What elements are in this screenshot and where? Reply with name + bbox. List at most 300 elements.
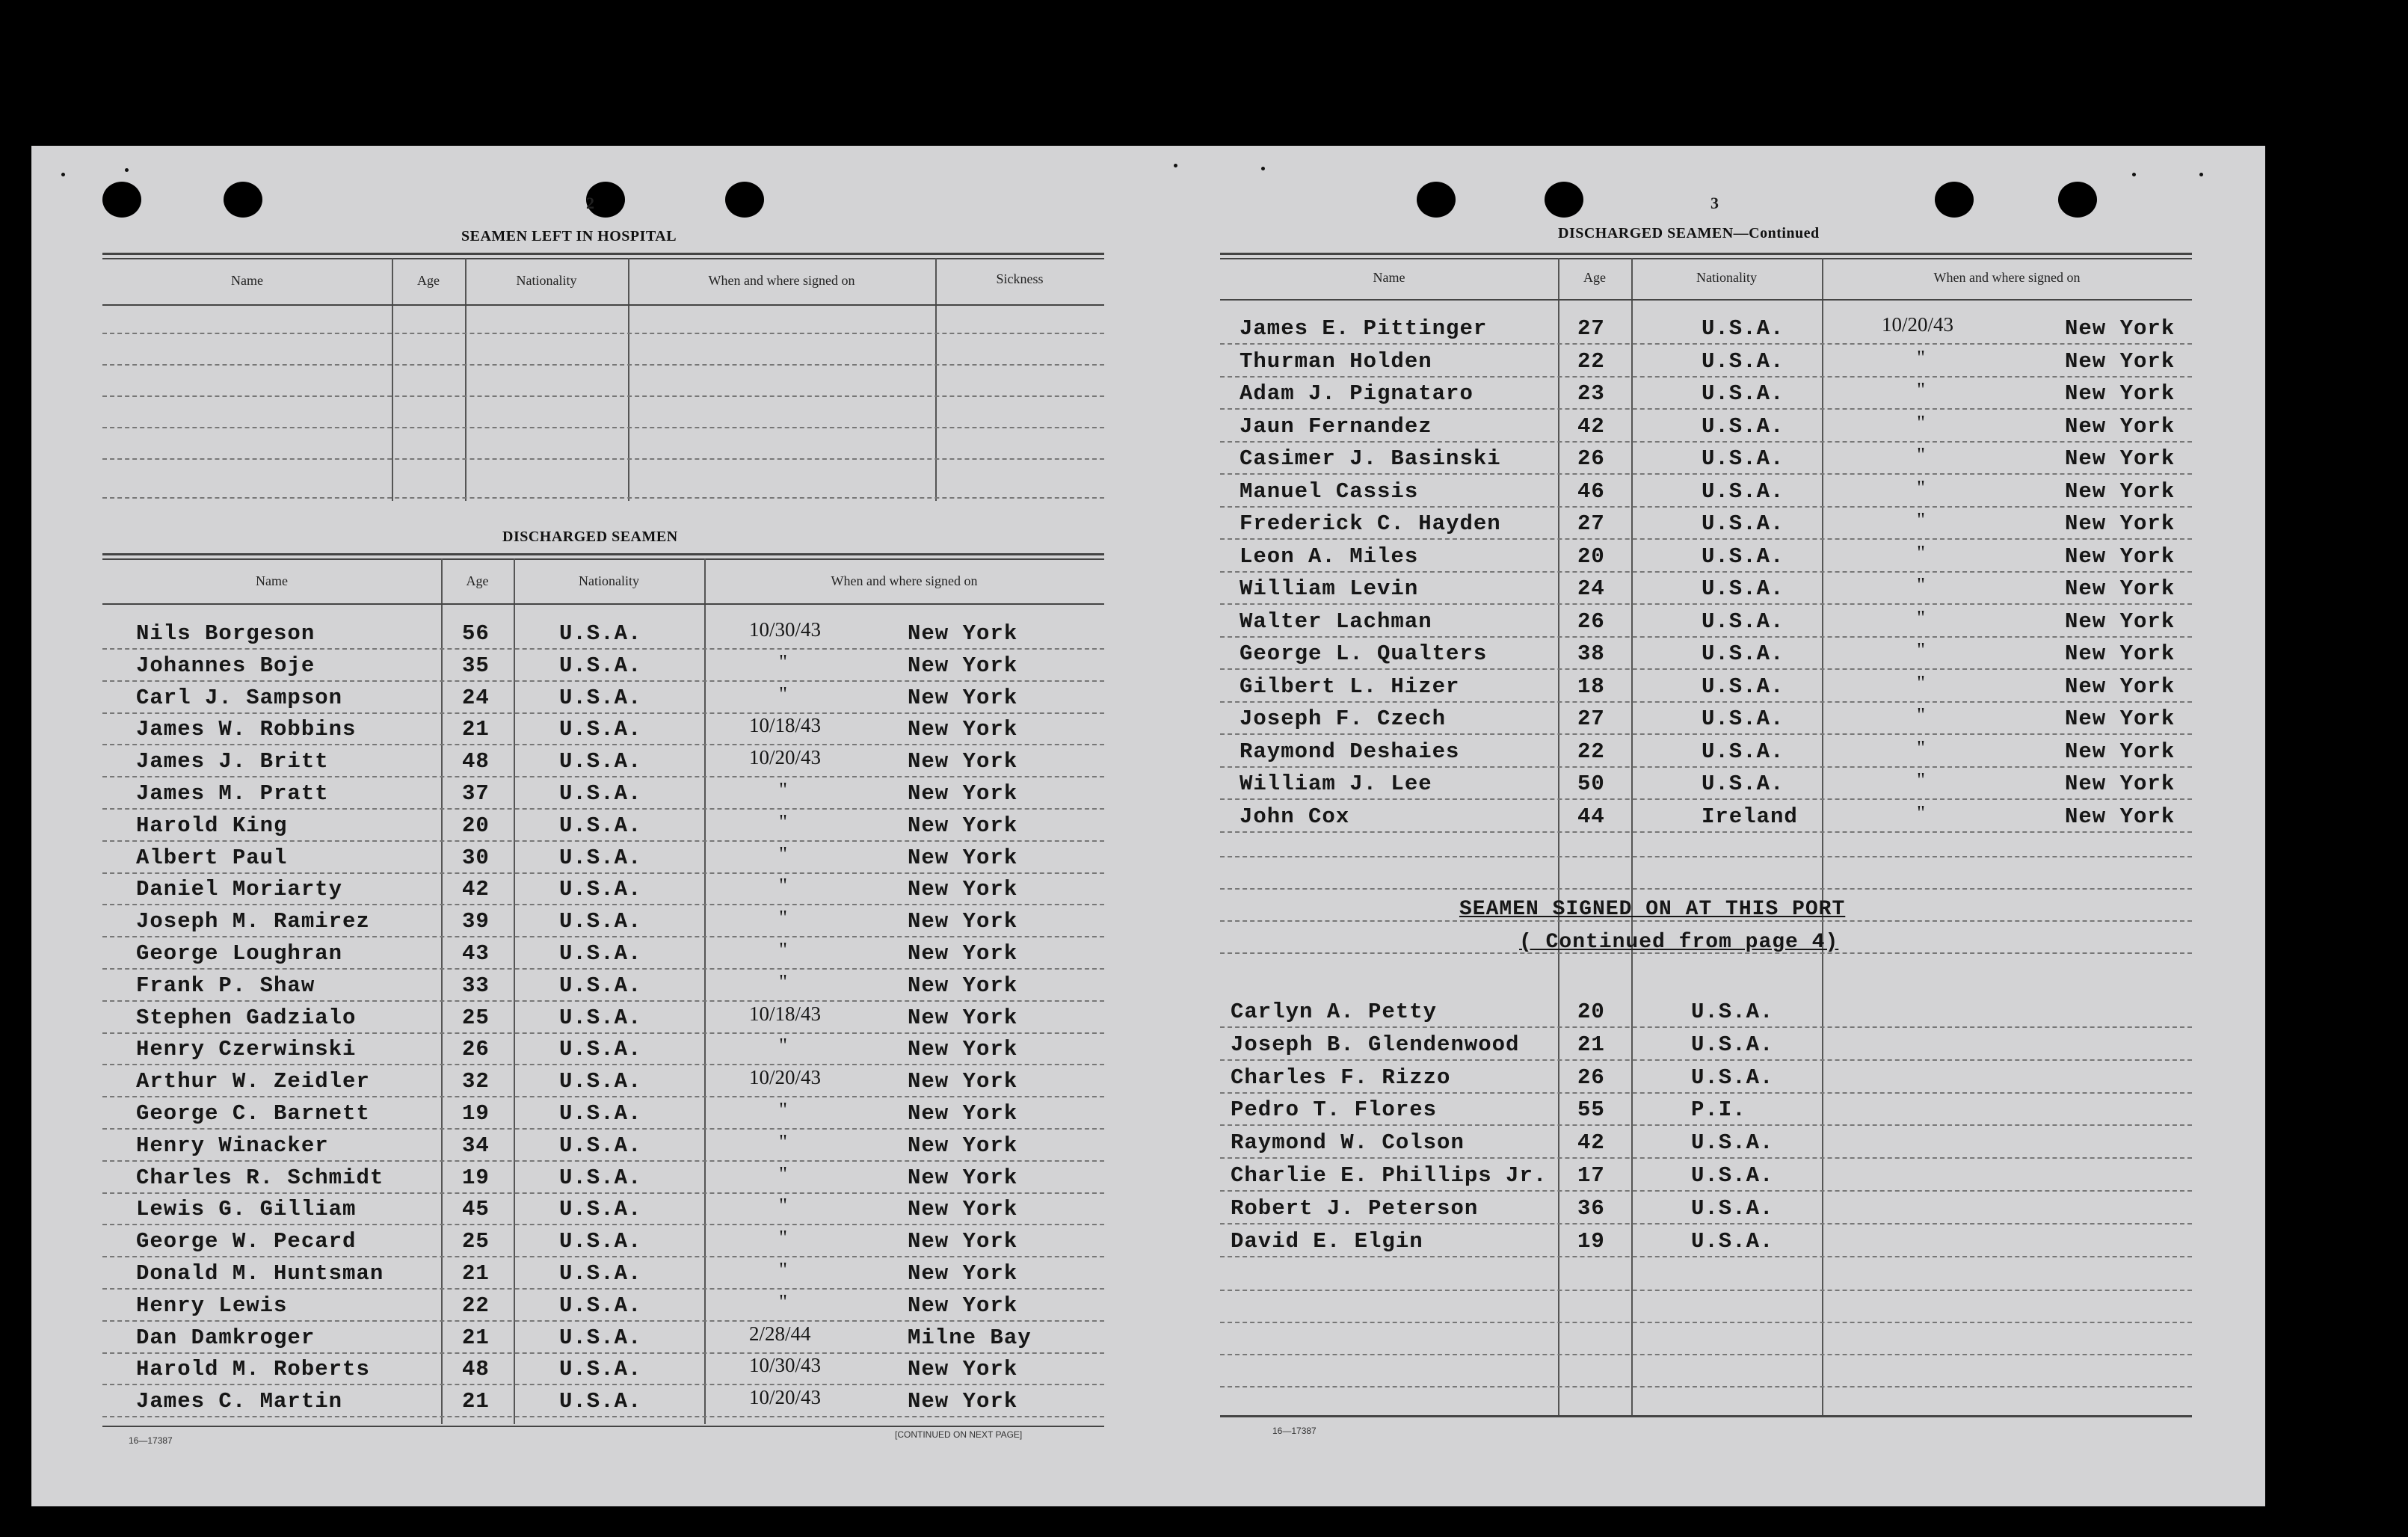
seaman-name: Lewis G. Gilliam bbox=[136, 1197, 357, 1222]
row-line bbox=[102, 1064, 1104, 1065]
seaman-name: Joseph M. Ramirez bbox=[136, 909, 370, 934]
seaman-name: Thurman Holden bbox=[1240, 348, 1432, 374]
row-line bbox=[102, 776, 1104, 777]
signed-on-date: " bbox=[779, 842, 788, 865]
signed-on-place: New York bbox=[908, 845, 1018, 870]
signed-on-section-title: SEAMEN SIGNED ON AT THIS PORT bbox=[1459, 898, 1846, 921]
seaman-age: 42 bbox=[1577, 413, 1605, 439]
seaman-name: Robert J. Peterson bbox=[1231, 1195, 1479, 1221]
seaman-name: Henry Czerwinski bbox=[136, 1037, 357, 1062]
seaman-age: 30 bbox=[462, 845, 490, 870]
seaman-age: 20 bbox=[1577, 999, 1605, 1024]
seaman-nationality: U.S.A. bbox=[1691, 999, 1774, 1024]
signed-on-date: " bbox=[779, 1034, 788, 1057]
seaman-name: Walter Lachman bbox=[1240, 609, 1432, 634]
rule bbox=[102, 1426, 1104, 1427]
right-page bbox=[1145, 146, 2265, 1506]
seaman-nationality: U.S.A. bbox=[1702, 381, 1785, 406]
signed-on-place: New York bbox=[908, 1197, 1018, 1222]
col-header-nationality: Nationality bbox=[579, 573, 639, 588]
row-line bbox=[1220, 1157, 2192, 1159]
rule bbox=[102, 253, 1104, 255]
col-header-name: Name bbox=[231, 273, 263, 288]
seaman-nationality: U.S.A. bbox=[559, 1229, 642, 1254]
seaman-name: Johannes Boje bbox=[136, 653, 315, 678]
seaman-age: 21 bbox=[462, 1261, 490, 1286]
signed-on-place: New York bbox=[908, 1357, 1018, 1382]
seaman-age: 34 bbox=[462, 1133, 490, 1158]
signed-on-place: New York bbox=[2065, 511, 2175, 536]
column-divider bbox=[935, 258, 937, 501]
seaman-nationality: U.S.A. bbox=[559, 1261, 642, 1286]
seaman-name: Daniel Moriarty bbox=[136, 877, 343, 902]
signed-on-date: " bbox=[779, 1258, 788, 1281]
row-line bbox=[1220, 1322, 2192, 1323]
seaman-age: 27 bbox=[1577, 706, 1605, 731]
seaman-nationality: U.S.A. bbox=[1691, 1163, 1774, 1188]
row-line bbox=[102, 904, 1104, 905]
seaman-name: Frederick C. Hayden bbox=[1240, 511, 1501, 536]
seaman-nationality: U.S.A. bbox=[559, 1069, 642, 1094]
rule bbox=[102, 603, 1104, 605]
signed-on-date: 2/28/44 bbox=[749, 1322, 811, 1345]
seaman-name: George Loughran bbox=[136, 941, 343, 966]
signed-on-date: " bbox=[1917, 801, 1926, 824]
row-line bbox=[1220, 408, 2192, 410]
seaman-nationality: U.S.A. bbox=[559, 621, 642, 646]
seaman-nationality: U.S.A. bbox=[1702, 478, 1785, 504]
seaman-nationality: U.S.A. bbox=[559, 685, 642, 710]
row-line bbox=[102, 1256, 1104, 1257]
seaman-age: 22 bbox=[462, 1293, 490, 1318]
form-number: 16—17387 bbox=[129, 1435, 173, 1446]
seaman-nationality: U.S.A. bbox=[559, 781, 642, 806]
discharged-title: DISCHARGED SEAMEN bbox=[502, 529, 678, 545]
seaman-nationality: U.S.A. bbox=[1702, 739, 1785, 764]
column-divider bbox=[441, 558, 443, 1424]
seaman-name: Stephen Gadzialo bbox=[136, 1005, 357, 1030]
seaman-nationality: U.S.A. bbox=[1702, 413, 1785, 439]
signed-on-place: New York bbox=[908, 1261, 1018, 1286]
row-line bbox=[1220, 1124, 2192, 1126]
seaman-name: Dan Damkroger bbox=[136, 1325, 315, 1350]
seaman-age: 48 bbox=[462, 1357, 490, 1382]
seaman-name: David E. Elgin bbox=[1231, 1228, 1423, 1254]
signed-on-date: " bbox=[1917, 703, 1926, 726]
seaman-name: Carl J. Sampson bbox=[136, 685, 343, 710]
signed-on-date: " bbox=[1917, 378, 1926, 401]
signed-on-place: New York bbox=[908, 1101, 1018, 1126]
seaman-name: Charlie E. Phillips Jr. bbox=[1231, 1163, 1548, 1188]
seaman-name: Harold M. Roberts bbox=[136, 1357, 370, 1382]
row-line bbox=[1220, 343, 2192, 345]
row-line bbox=[102, 680, 1104, 682]
row-line bbox=[1220, 831, 2192, 833]
seaman-nationality: U.S.A. bbox=[559, 1389, 642, 1414]
seaman-name: Nils Borgeson bbox=[136, 621, 315, 646]
row-line bbox=[102, 1160, 1104, 1162]
seaman-age: 56 bbox=[462, 621, 490, 646]
seaman-nationality: U.S.A. bbox=[1702, 609, 1785, 634]
seaman-name: William J. Lee bbox=[1240, 771, 1432, 796]
row-line bbox=[1220, 473, 2192, 475]
seaman-nationality: U.S.A. bbox=[1691, 1228, 1774, 1254]
seaman-name: Gilbert L. Hizer bbox=[1240, 674, 1460, 699]
col-header-nationality: Nationality bbox=[516, 273, 577, 288]
signed-on-place: New York bbox=[2065, 543, 2175, 569]
signed-on-place: New York bbox=[908, 749, 1018, 774]
seaman-age: 44 bbox=[1577, 804, 1605, 829]
signed-on-date: 10/20/43 bbox=[749, 1386, 822, 1409]
seaman-age: 37 bbox=[462, 781, 490, 806]
seaman-name: George L. Qualters bbox=[1240, 641, 1488, 666]
seaman-name: Raymond Deshaies bbox=[1240, 739, 1460, 764]
seaman-name: Pedro T. Flores bbox=[1231, 1097, 1438, 1123]
seaman-nationality: U.S.A. bbox=[1702, 348, 1785, 374]
row-line bbox=[1220, 636, 2192, 638]
signed-on-place: New York bbox=[2065, 446, 2175, 471]
row-line bbox=[1220, 668, 2192, 670]
signed-on-place: New York bbox=[2065, 739, 2175, 764]
signed-on-date: " bbox=[779, 906, 788, 929]
seaman-nationality: U.S.A. bbox=[559, 909, 642, 934]
signed-on-date: " bbox=[1917, 475, 1926, 499]
seaman-age: 18 bbox=[1577, 674, 1605, 699]
seaman-nationality: U.S.A. bbox=[559, 1101, 642, 1126]
seaman-age: 33 bbox=[462, 973, 490, 998]
seaman-age: 19 bbox=[462, 1101, 490, 1126]
signed-on-date: " bbox=[1917, 768, 1926, 791]
signed-on-date: 10/20/43 bbox=[1882, 313, 1954, 336]
seaman-age: 50 bbox=[1577, 771, 1605, 796]
seaman-nationality: U.S.A. bbox=[559, 717, 642, 742]
seaman-nationality: U.S.A. bbox=[559, 1165, 642, 1190]
col-header-nationality: Nationality bbox=[1696, 270, 1757, 285]
seaman-name: James E. Pittinger bbox=[1240, 316, 1488, 341]
seaman-nationality: U.S.A. bbox=[559, 973, 642, 998]
seaman-name: Adam J. Pignataro bbox=[1240, 381, 1474, 406]
row-line bbox=[102, 1320, 1104, 1322]
seaman-age: 24 bbox=[1577, 576, 1605, 601]
seaman-age: 42 bbox=[462, 877, 490, 902]
signed-on-date: " bbox=[1917, 573, 1926, 596]
seaman-nationality: U.S.A. bbox=[559, 1133, 642, 1158]
signed-on-place: New York bbox=[2065, 641, 2175, 666]
column-divider bbox=[392, 258, 393, 501]
seaman-name: Joseph B. Glendenwood bbox=[1231, 1032, 1520, 1057]
seaman-name: James J. Britt bbox=[136, 749, 329, 774]
seaman-age: 46 bbox=[1577, 478, 1605, 504]
signed-on-place: New York bbox=[908, 941, 1018, 966]
signed-on-place: New York bbox=[908, 685, 1018, 710]
signed-on-place: New York bbox=[2065, 674, 2175, 699]
signed-on-place: New York bbox=[2065, 381, 2175, 406]
seaman-name: John Cox bbox=[1240, 804, 1350, 829]
row-line bbox=[102, 1128, 1104, 1130]
row-line bbox=[102, 648, 1104, 650]
col-header-age: Age bbox=[1583, 270, 1606, 285]
signed-on-place: Milne Bay bbox=[908, 1325, 1032, 1350]
seaman-age: 38 bbox=[1577, 641, 1605, 666]
rule bbox=[102, 558, 1104, 560]
seaman-nationality: U.S.A. bbox=[1691, 1130, 1774, 1156]
seaman-nationality: U.S.A. bbox=[1691, 1195, 1774, 1221]
row-line bbox=[102, 968, 1104, 970]
column-divider bbox=[1631, 258, 1633, 1417]
row-line bbox=[102, 427, 1104, 428]
signed-on-place: New York bbox=[2065, 609, 2175, 634]
signed-on-place: New York bbox=[2065, 348, 2175, 374]
row-line bbox=[1220, 1290, 2192, 1291]
signed-on-date: " bbox=[779, 778, 788, 801]
row-line bbox=[1220, 571, 2192, 573]
signed-on-place: New York bbox=[2065, 771, 2175, 796]
seaman-name: Albert Paul bbox=[136, 845, 288, 870]
seaman-nationality: U.S.A. bbox=[559, 1037, 642, 1062]
seaman-age: 24 bbox=[462, 685, 490, 710]
signed-on-place: New York bbox=[908, 1133, 1018, 1158]
signed-on-date: " bbox=[1917, 410, 1926, 434]
signed-on-date: " bbox=[1917, 540, 1926, 564]
seaman-age: 20 bbox=[1577, 543, 1605, 569]
seaman-age: 48 bbox=[462, 749, 490, 774]
signed-on-date: " bbox=[1917, 345, 1926, 369]
row-line bbox=[1220, 506, 2192, 508]
seaman-name: George W. Pecard bbox=[136, 1229, 357, 1254]
signed-on-date: 10/30/43 bbox=[749, 618, 822, 641]
seaman-age: 19 bbox=[462, 1165, 490, 1190]
row-line bbox=[102, 744, 1104, 745]
signed-on-place: New York bbox=[908, 973, 1018, 998]
rule bbox=[1220, 258, 2192, 259]
seaman-age: 32 bbox=[462, 1069, 490, 1094]
seaman-nationality: U.S.A. bbox=[559, 1293, 642, 1318]
row-line bbox=[1220, 798, 2192, 800]
seaman-nationality: U.S.A. bbox=[1702, 543, 1785, 569]
signed-on-date: " bbox=[779, 938, 788, 961]
signed-on-date: " bbox=[779, 1226, 788, 1249]
rule bbox=[102, 553, 1104, 555]
seaman-nationality: U.S.A. bbox=[559, 1357, 642, 1382]
continued-note: [CONTINUED ON NEXT PAGE] bbox=[895, 1429, 1023, 1440]
row-line bbox=[1220, 1059, 2192, 1061]
seaman-name: Arthur W. Zeidler bbox=[136, 1069, 370, 1094]
seaman-name: Frank P. Shaw bbox=[136, 973, 315, 998]
seaman-age: 43 bbox=[462, 941, 490, 966]
signed-on-place: New York bbox=[908, 781, 1018, 806]
signed-on-date: " bbox=[779, 970, 788, 993]
left-page bbox=[31, 146, 1138, 1506]
row-line bbox=[102, 1384, 1104, 1385]
signed-on-date: " bbox=[1917, 606, 1926, 629]
signed-on-section-subtitle: ( Continued from page 4) bbox=[1519, 931, 1839, 954]
seaman-age: 26 bbox=[1577, 1065, 1605, 1090]
signed-on-place: New York bbox=[908, 1389, 1018, 1414]
signed-on-place: New York bbox=[2065, 576, 2175, 601]
signed-on-place: New York bbox=[908, 1005, 1018, 1030]
row-line bbox=[1220, 1190, 2192, 1192]
signed-on-date: " bbox=[779, 1098, 788, 1121]
seaman-nationality: Ireland bbox=[1702, 804, 1798, 829]
row-line bbox=[1220, 1223, 2192, 1225]
col-header-signed-on: When and where signed on bbox=[708, 273, 855, 288]
row-line bbox=[102, 497, 1104, 499]
seaman-age: 23 bbox=[1577, 381, 1605, 406]
row-line bbox=[1220, 733, 2192, 735]
seaman-name: William Levin bbox=[1240, 576, 1419, 601]
seaman-age: 19 bbox=[1577, 1228, 1605, 1254]
signed-on-date: " bbox=[779, 874, 788, 897]
seaman-name: Manuel Cassis bbox=[1240, 478, 1419, 504]
signed-on-place: New York bbox=[2065, 413, 2175, 439]
seaman-age: 20 bbox=[462, 813, 490, 838]
page-number: 2 bbox=[586, 194, 594, 212]
row-line bbox=[1220, 766, 2192, 768]
signed-on-place: New York bbox=[908, 1165, 1018, 1190]
seaman-age: 35 bbox=[462, 653, 490, 678]
row-line bbox=[1220, 1256, 2192, 1257]
seaman-nationality: P.I. bbox=[1691, 1097, 1746, 1123]
signed-on-date: " bbox=[1917, 736, 1926, 759]
signed-on-place: New York bbox=[908, 909, 1018, 934]
row-line bbox=[102, 458, 1104, 460]
discharged-continued-title: DISCHARGED SEAMEN—Continued bbox=[1558, 225, 1820, 241]
signed-on-place: New York bbox=[908, 1293, 1018, 1318]
signed-on-date: 10/18/43 bbox=[749, 714, 822, 737]
col-header-signed-on: When and where signed on bbox=[831, 573, 978, 588]
row-line bbox=[102, 936, 1104, 937]
seaman-nationality: U.S.A. bbox=[1702, 576, 1785, 601]
signed-on-date: " bbox=[1917, 508, 1926, 531]
seaman-age: 27 bbox=[1577, 316, 1605, 341]
rule bbox=[1220, 299, 2192, 301]
row-line bbox=[1220, 1092, 2192, 1094]
seaman-age: 26 bbox=[462, 1037, 490, 1062]
seaman-age: 27 bbox=[1577, 511, 1605, 536]
column-divider bbox=[704, 558, 706, 1424]
seaman-age: 21 bbox=[462, 1389, 490, 1414]
row-line bbox=[102, 872, 1104, 874]
seaman-name: James M. Pratt bbox=[136, 781, 329, 806]
seaman-nationality: U.S.A. bbox=[559, 877, 642, 902]
signed-on-date: " bbox=[779, 1290, 788, 1313]
signed-on-date: " bbox=[779, 682, 788, 705]
seaman-age: 25 bbox=[462, 1005, 490, 1030]
page-number: 3 bbox=[1710, 194, 1719, 212]
seaman-name: Raymond W. Colson bbox=[1231, 1130, 1465, 1156]
signed-on-place: New York bbox=[2065, 706, 2175, 731]
signed-on-date: " bbox=[779, 810, 788, 833]
column-divider bbox=[1822, 258, 1823, 1417]
row-line bbox=[1220, 376, 2192, 378]
rule bbox=[1220, 253, 2192, 255]
row-line bbox=[1220, 441, 2192, 443]
seaman-nationality: U.S.A. bbox=[559, 1325, 642, 1350]
row-line bbox=[1220, 856, 2192, 857]
row-line bbox=[102, 1352, 1104, 1354]
row-line bbox=[102, 712, 1104, 714]
seaman-nationality: U.S.A. bbox=[1702, 771, 1785, 796]
seaman-nationality: U.S.A. bbox=[1691, 1065, 1774, 1090]
seaman-age: 21 bbox=[462, 717, 490, 742]
seaman-name: Jaun Fernandez bbox=[1240, 413, 1432, 439]
signed-on-date: 10/30/43 bbox=[749, 1354, 822, 1377]
seaman-name: Donald M. Huntsman bbox=[136, 1261, 384, 1286]
signed-on-date: " bbox=[779, 650, 788, 673]
seaman-nationality: U.S.A. bbox=[559, 845, 642, 870]
signed-on-place: New York bbox=[2065, 804, 2175, 829]
row-line bbox=[1220, 1026, 2192, 1028]
seaman-age: 22 bbox=[1577, 348, 1605, 374]
row-line bbox=[102, 1288, 1104, 1290]
signed-on-date: " bbox=[1917, 671, 1926, 694]
col-header-name: Name bbox=[1373, 270, 1405, 285]
seaman-name: Charles F. Rizzo bbox=[1231, 1065, 1451, 1090]
seaman-nationality: U.S.A. bbox=[559, 941, 642, 966]
seaman-age: 25 bbox=[462, 1229, 490, 1254]
seaman-nationality: U.S.A. bbox=[1702, 511, 1785, 536]
seaman-nationality: U.S.A. bbox=[1702, 674, 1785, 699]
seaman-age: 55 bbox=[1577, 1097, 1605, 1123]
rule bbox=[1220, 1415, 2192, 1417]
seaman-nationality: U.S.A. bbox=[559, 653, 642, 678]
column-divider bbox=[514, 558, 515, 1424]
column-divider bbox=[1558, 258, 1559, 1417]
seaman-age: 22 bbox=[1577, 739, 1605, 764]
row-line bbox=[102, 1096, 1104, 1097]
seaman-nationality: U.S.A. bbox=[1702, 316, 1785, 341]
row-line bbox=[102, 333, 1104, 334]
seaman-age: 36 bbox=[1577, 1195, 1605, 1221]
seaman-nationality: U.S.A. bbox=[1691, 1032, 1774, 1057]
row-line bbox=[102, 840, 1104, 842]
seaman-age: 17 bbox=[1577, 1163, 1605, 1188]
seaman-name: Henry Winacker bbox=[136, 1133, 329, 1158]
signed-on-date: " bbox=[1917, 638, 1926, 661]
seaman-name: Joseph F. Czech bbox=[1240, 706, 1447, 731]
signed-on-place: New York bbox=[908, 653, 1018, 678]
row-line bbox=[102, 395, 1104, 397]
signed-on-date: 10/20/43 bbox=[749, 1066, 822, 1089]
seaman-age: 21 bbox=[462, 1325, 490, 1350]
row-line bbox=[102, 1032, 1104, 1034]
rule bbox=[102, 258, 1104, 259]
seaman-nationality: U.S.A. bbox=[559, 813, 642, 838]
column-divider bbox=[628, 258, 629, 501]
row-line bbox=[1220, 603, 2192, 605]
row-line bbox=[102, 364, 1104, 366]
seaman-name: James C. Martin bbox=[136, 1389, 343, 1414]
signed-on-date: 10/18/43 bbox=[749, 1002, 822, 1025]
signed-on-place: New York bbox=[908, 621, 1018, 646]
seaman-age: 42 bbox=[1577, 1130, 1605, 1156]
row-line bbox=[102, 1192, 1104, 1194]
signed-on-place: New York bbox=[908, 1229, 1018, 1254]
seaman-nationality: U.S.A. bbox=[559, 1005, 642, 1030]
seaman-nationality: U.S.A. bbox=[559, 1197, 642, 1222]
seaman-nationality: U.S.A. bbox=[559, 749, 642, 774]
signed-on-date: " bbox=[1917, 443, 1926, 466]
col-header-age: Age bbox=[417, 273, 440, 288]
row-line bbox=[1220, 701, 2192, 703]
seaman-name: Henry Lewis bbox=[136, 1293, 288, 1318]
seaman-name: Charles R. Schmidt bbox=[136, 1165, 384, 1190]
row-line bbox=[1220, 538, 2192, 540]
row-line bbox=[102, 808, 1104, 810]
signed-on-date: " bbox=[779, 1130, 788, 1153]
col-header-name: Name bbox=[256, 573, 288, 588]
row-line bbox=[1220, 1354, 2192, 1355]
